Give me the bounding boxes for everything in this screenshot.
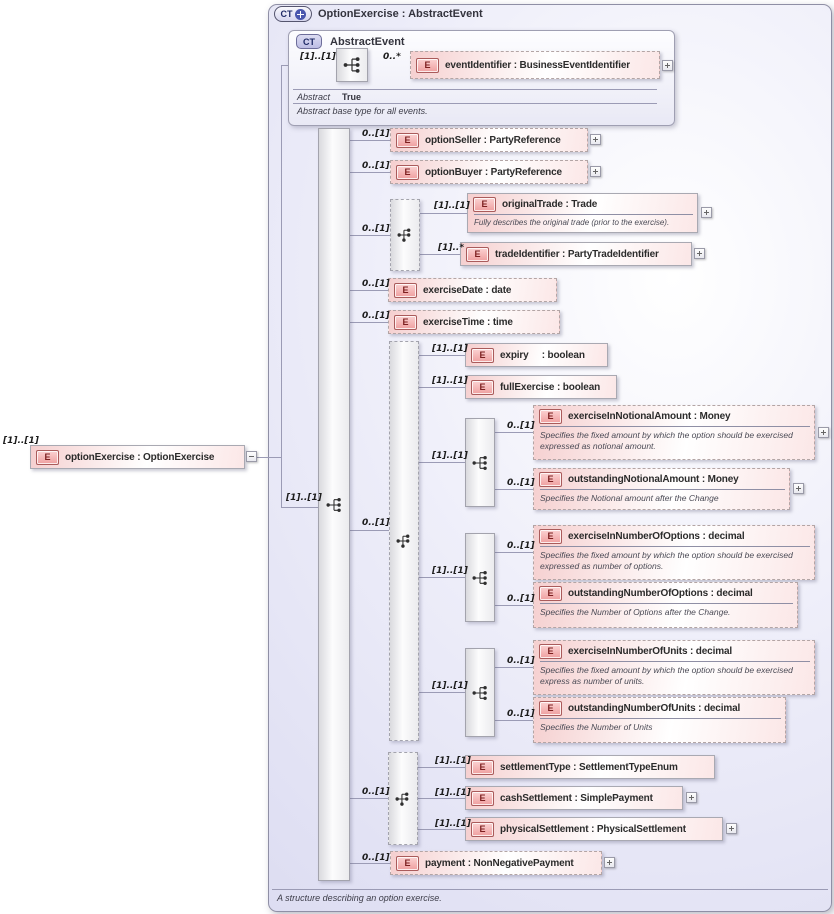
- cardinality: [1]..[1]: [435, 819, 471, 829]
- element-exerciseInNotionalAmount[interactable]: [533, 405, 815, 460]
- connector: [350, 235, 390, 236]
- connector: [495, 552, 533, 553]
- element-outstandingNotionalAmount[interactable]: [533, 468, 790, 510]
- connector: [418, 798, 465, 799]
- cardinality: 0..[1]: [507, 541, 535, 551]
- base-type-badge: [296, 34, 322, 49]
- element-description: Specifies the Number of Options after the Change.: [540, 607, 731, 617]
- element-fullExercise[interactable]: [465, 375, 617, 399]
- element-exerciseTime[interactable]: [388, 310, 560, 334]
- cardinality: 0..[1]: [507, 656, 535, 666]
- element-badge: E: [539, 644, 562, 659]
- element-badge: E: [394, 315, 417, 330]
- element-badge: E: [396, 856, 419, 871]
- element-label: eventIdentifier : BusinessEventIdentifier: [445, 59, 631, 71]
- cardinality: 0..[1]: [362, 161, 390, 171]
- element-badge: E: [539, 472, 562, 487]
- expand-icon[interactable]: [694, 248, 705, 259]
- connector: [419, 355, 465, 356]
- element-label: optionSeller : PartyReference: [425, 134, 561, 146]
- element-description: Fully describes the original trade (prior to the exercise).: [474, 218, 670, 227]
- separator: [272, 889, 828, 890]
- separator: [540, 603, 793, 604]
- cardinality: 0..[1]: [362, 787, 390, 797]
- cardinality: [1]..[1]: [435, 788, 471, 798]
- choice-icon: [395, 532, 413, 550]
- element-physicalSettlement[interactable]: [465, 817, 723, 841]
- element-badge: E: [539, 701, 562, 716]
- options-sequence-group[interactable]: [465, 533, 495, 622]
- element-optionSeller[interactable]: [390, 128, 588, 152]
- element-badge: E: [473, 197, 496, 212]
- expand-icon[interactable]: [701, 207, 712, 218]
- element-label: exerciseDate : date: [423, 284, 512, 296]
- element-label: payment : NonNegativePayment: [425, 857, 574, 869]
- element-label: outstandingNotionalAmount : Money: [568, 473, 739, 485]
- element-eventIdentifier[interactable]: [410, 51, 660, 79]
- connector: [350, 798, 388, 799]
- separator: [474, 214, 693, 215]
- connector: [495, 432, 533, 433]
- element-badge: E: [396, 133, 419, 148]
- element-badge: E: [36, 450, 59, 465]
- cardinality: 0..[1]: [362, 311, 390, 321]
- element-badge: E: [539, 529, 562, 544]
- choice-icon: [394, 790, 412, 808]
- abstract-label: Abstract: [297, 92, 331, 102]
- container-description: A structure describing an option exercise.: [277, 893, 442, 903]
- expand-icon[interactable]: [590, 134, 601, 145]
- element-optionBuyer[interactable]: [390, 160, 588, 184]
- units-sequence-group[interactable]: [465, 648, 495, 737]
- connector: [350, 172, 390, 173]
- connector: [281, 507, 318, 508]
- element-label: cashSettlement : SimplePayment: [500, 792, 653, 804]
- element-label: optionBuyer : PartyReference: [425, 166, 562, 178]
- element-badge: E: [471, 791, 494, 806]
- cardinality: [1]..[1]: [300, 52, 336, 62]
- cardinality: 0..[1]: [362, 518, 390, 528]
- complex-type-badge-label: CT: [280, 9, 293, 19]
- cardinality: 0..[1]: [507, 594, 535, 604]
- element-label: exerciseTime : time: [423, 316, 513, 328]
- trade-choice-group[interactable]: [390, 199, 420, 271]
- notional-sequence-group[interactable]: [465, 418, 495, 507]
- settlement-choice-group[interactable]: [388, 752, 418, 845]
- cardinality: 0..[1]: [362, 853, 390, 863]
- element-badge: E: [539, 586, 562, 601]
- cardinality: [1]..[1]: [3, 436, 39, 446]
- cardinality: 0..[1]: [362, 279, 390, 289]
- separator: [293, 103, 657, 104]
- element-payment[interactable]: [390, 851, 602, 875]
- diagram-title: OptionExercise : AbstractEvent: [318, 8, 483, 20]
- collapse-icon[interactable]: [246, 451, 257, 462]
- connector: [419, 462, 465, 463]
- element-badge: E: [471, 348, 494, 363]
- element-badge: E: [416, 58, 439, 73]
- element-badge: E: [396, 165, 419, 180]
- cardinality: [1]..[1]: [432, 451, 468, 461]
- element-label: originalTrade : Trade: [502, 198, 598, 210]
- base-type-title: AbstractEvent: [330, 36, 405, 48]
- element-exerciseInNumberOfOptions[interactable]: [533, 525, 815, 580]
- cardinality: [1]..*: [438, 243, 465, 253]
- element-badge: E: [471, 822, 494, 837]
- element-badge: E: [466, 247, 489, 262]
- connector: [350, 322, 388, 323]
- element-outstandingNumberOfUnits[interactable]: [533, 697, 786, 743]
- sequence-icon: [471, 684, 489, 702]
- expand-icon[interactable]: [818, 427, 829, 438]
- cardinality: [1]..[1]: [434, 201, 470, 211]
- element-label: exerciseInNotionalAmount : Money: [568, 410, 731, 422]
- connector: [418, 767, 465, 768]
- expand-icon[interactable]: [793, 483, 804, 494]
- cardinality: 0..[1]: [362, 129, 390, 139]
- element-description: Specifies the fixed amount by which the option should be exercised expressed as notional amount.: [540, 430, 793, 451]
- element-description: Specifies the fixed amount by which the option should be exercised expressed as number of options.: [540, 550, 793, 571]
- element-description: Specifies the Number of Units: [540, 722, 653, 732]
- connector: [495, 605, 533, 606]
- main-sequence-bar[interactable]: [318, 128, 350, 881]
- connector: [495, 489, 533, 490]
- expand-icon[interactable]: [726, 823, 737, 834]
- element-label: tradeIdentifier : PartyTradeIdentifier: [495, 248, 659, 260]
- cardinality: 0..[1]: [362, 224, 390, 234]
- connector: [419, 387, 465, 388]
- base-type-description: Abstract base type for all events.: [297, 106, 428, 116]
- element-label: physicalSettlement : PhysicalSettlement: [500, 823, 686, 835]
- cardinality: [1]..[1]: [435, 756, 471, 766]
- element-description: Specifies the Notional amount after the Change: [540, 493, 719, 503]
- element-badge: E: [539, 409, 562, 424]
- sequence-icon: [342, 55, 362, 75]
- separator: [540, 546, 810, 547]
- element-tradeIdentifier[interactable]: [460, 242, 692, 266]
- connector: [350, 863, 390, 864]
- cardinality: 0..[1]: [507, 421, 535, 431]
- cardinality: [1]..[1]: [286, 493, 322, 503]
- sequence-icon: [325, 496, 343, 514]
- connector: [419, 577, 465, 578]
- connector: [420, 254, 460, 255]
- separator: [293, 89, 657, 90]
- element-exerciseInNumberOfUnits[interactable]: [533, 640, 815, 695]
- connector: [495, 667, 533, 668]
- expand-icon[interactable]: [686, 792, 697, 803]
- element-label: optionExercise : OptionExercise: [65, 451, 215, 463]
- cardinality: 0..[1]: [507, 478, 535, 488]
- separator: [540, 489, 785, 490]
- cardinality: [1]..[1]: [432, 376, 468, 386]
- element-exerciseDate[interactable]: [388, 278, 557, 302]
- element-badge: E: [471, 380, 494, 395]
- cardinality: 0..*: [383, 52, 401, 62]
- connector: [418, 829, 465, 830]
- choice-icon: [396, 226, 414, 244]
- complex-type-badge[interactable]: [274, 6, 312, 22]
- separator: [540, 661, 810, 662]
- abstract-value: True: [342, 92, 362, 102]
- connector: [420, 213, 467, 214]
- element-description: Specifies the fixed amount by which the option should be exercised express as number of units.: [540, 665, 793, 686]
- element-label: outstandingNumberOfOptions : decimal: [568, 587, 753, 599]
- element-label: expiry : boolean: [500, 349, 585, 361]
- element-badge: E: [471, 760, 494, 775]
- base-type-badge-label: CT: [303, 36, 315, 47]
- cardinality: [1]..[1]: [432, 681, 468, 691]
- connector: [257, 457, 281, 458]
- element-settlementType[interactable]: [465, 755, 715, 779]
- element-label: outstandingNumberOfUnits : decimal: [568, 702, 741, 714]
- cardinality: [1]..[1]: [432, 566, 468, 576]
- cardinality: [1]..[1]: [432, 344, 468, 354]
- connector: [419, 692, 465, 693]
- sequence-icon: [471, 569, 489, 587]
- element-label: exerciseInNumberOfOptions : decimal: [568, 530, 745, 542]
- element-outstandingNumberOfOptions[interactable]: [533, 582, 798, 628]
- element-originalTrade[interactable]: [467, 193, 698, 233]
- connector: [350, 290, 388, 291]
- cardinality: 0..[1]: [507, 709, 535, 719]
- element-label: exerciseInNumberOfUnits : decimal: [568, 645, 732, 657]
- connector: [350, 530, 389, 531]
- element-badge: E: [394, 283, 417, 298]
- exercise-amount-group[interactable]: [389, 341, 419, 741]
- separator: [540, 718, 781, 719]
- expand-icon[interactable]: [590, 166, 601, 177]
- element-expiry[interactable]: [465, 343, 608, 367]
- element-label: settlementType : SettlementTypeEnum: [500, 761, 678, 773]
- base-sequence-group[interactable]: [336, 48, 368, 82]
- connector: [495, 720, 533, 721]
- expand-icon[interactable]: [604, 857, 615, 868]
- element-cashSettlement[interactable]: [465, 786, 683, 810]
- element-optionExercise[interactable]: [30, 445, 245, 469]
- separator: [540, 426, 810, 427]
- connector: [350, 140, 390, 141]
- connector: [281, 65, 282, 507]
- element-label: fullExercise : boolean: [500, 381, 601, 393]
- expand-icon[interactable]: [662, 60, 673, 71]
- sequence-icon: [471, 454, 489, 472]
- complex-type-expand-badge-icon[interactable]: [295, 9, 306, 20]
